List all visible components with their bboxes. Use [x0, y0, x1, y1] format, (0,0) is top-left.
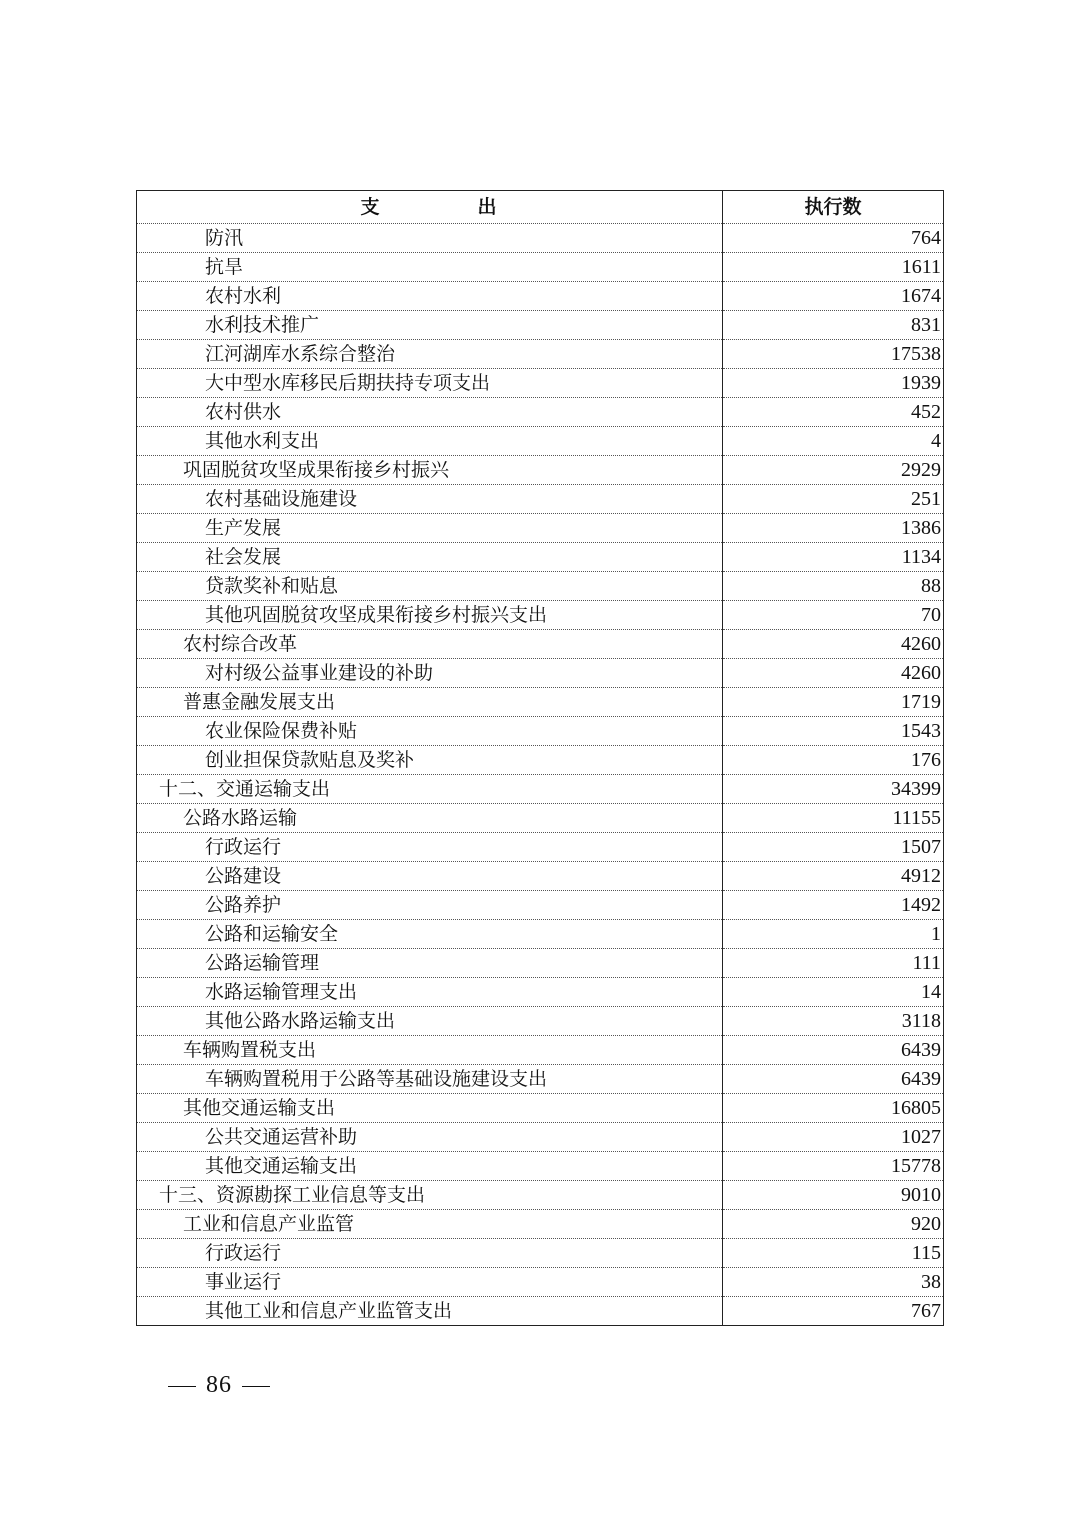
table-row [137, 659, 944, 688]
header-expenditure [137, 191, 723, 224]
table-row [137, 543, 944, 572]
row-item-name: 水利技术推广 [137, 311, 723, 340]
row-item-name: 生产发展 [137, 514, 723, 543]
table-row [137, 1268, 944, 1297]
row-item-value: 16805 [723, 1094, 944, 1123]
row-item-value: 251 [723, 485, 944, 514]
page-number [158, 1372, 280, 1399]
table-row [137, 1065, 944, 1094]
row-item-value: 764 [723, 224, 944, 253]
row-item-value: 9010 [723, 1181, 944, 1210]
row-item-value: 1492 [723, 891, 944, 920]
row-item-name: 农村水利 [137, 282, 723, 311]
table-row [137, 1181, 944, 1210]
row-item-name: 工业和信息产业监管 [137, 1210, 723, 1239]
row-item-value: 15778 [723, 1152, 944, 1181]
row-item-value: 6439 [723, 1065, 944, 1094]
row-item-value: 111 [723, 949, 944, 978]
row-item-name: 公路水路运输 [137, 804, 723, 833]
row-item-value: 1386 [723, 514, 944, 543]
row-item-value: 1027 [723, 1123, 944, 1152]
row-item-value: 1939 [723, 369, 944, 398]
expenditure-table [136, 190, 944, 1326]
row-item-value: 1674 [723, 282, 944, 311]
row-item-name: 贷款奖补和贴息 [137, 572, 723, 601]
table-row [137, 224, 944, 253]
row-item-name: 农村基础设施建设 [137, 485, 723, 514]
row-item-name: 巩固脱贫攻坚成果衔接乡村振兴 [137, 456, 723, 485]
row-item-value: 1 [723, 920, 944, 949]
row-item-name: 其他水利支出 [137, 427, 723, 456]
row-item-name: 行政运行 [137, 833, 723, 862]
table-row [137, 1239, 944, 1268]
row-item-name: 公路和运输安全 [137, 920, 723, 949]
row-item-name: 农村综合改革 [137, 630, 723, 659]
row-item-name: 其他巩固脱贫攻坚成果衔接乡村振兴支出 [137, 601, 723, 630]
row-item-value: 14 [723, 978, 944, 1007]
table-row [137, 804, 944, 833]
row-item-value: 6439 [723, 1036, 944, 1065]
table-row [137, 920, 944, 949]
table-row [137, 253, 944, 282]
row-item-name: 对村级公益事业建设的补助 [137, 659, 723, 688]
table-row [137, 1007, 944, 1036]
table-row [137, 891, 944, 920]
table-row [137, 978, 944, 1007]
row-item-value: 17538 [723, 340, 944, 369]
table-row [137, 833, 944, 862]
row-item-value: 115 [723, 1239, 944, 1268]
table-row [137, 572, 944, 601]
table-row [137, 1152, 944, 1181]
row-item-value: 4 [723, 427, 944, 456]
row-item-name: 公共交通运营补助 [137, 1123, 723, 1152]
table-row [137, 1297, 944, 1326]
row-item-value: 70 [723, 601, 944, 630]
row-item-value: 4260 [723, 630, 944, 659]
row-item-name: 创业担保贷款贴息及奖补 [137, 746, 723, 775]
table-row [137, 1036, 944, 1065]
row-item-name: 社会发展 [137, 543, 723, 572]
table-row [137, 746, 944, 775]
row-item-name: 其他工业和信息产业监管支出 [137, 1297, 723, 1326]
table-row [137, 717, 944, 746]
row-item-value: 34399 [723, 775, 944, 804]
row-item-value: 4912 [723, 862, 944, 891]
row-item-name: 车辆购置税用于公路等基础设施建设支出 [137, 1065, 723, 1094]
table-body [137, 224, 944, 1326]
header-expenditure-char-2: 出 [477, 196, 499, 218]
table-row [137, 369, 944, 398]
row-item-name: 普惠金融发展支出 [137, 688, 723, 717]
table-row [137, 601, 944, 630]
page-number-dash-left [168, 1386, 196, 1387]
row-item-name: 江河湖库水系综合整治 [137, 340, 723, 369]
row-item-name: 水路运输管理支出 [137, 978, 723, 1007]
table-row [137, 862, 944, 891]
row-item-value: 176 [723, 746, 944, 775]
row-item-value: 38 [723, 1268, 944, 1297]
table-row [137, 398, 944, 427]
header-expenditure-char-1: 支 [360, 196, 382, 218]
table-row [137, 630, 944, 659]
row-item-name: 抗旱 [137, 253, 723, 282]
table-row [137, 311, 944, 340]
row-item-name: 公路养护 [137, 891, 723, 920]
table-row [137, 282, 944, 311]
table-row [137, 1123, 944, 1152]
table-row [137, 514, 944, 543]
row-item-value: 1611 [723, 253, 944, 282]
row-item-name: 其他公路水路运输支出 [137, 1007, 723, 1036]
row-item-name: 防汛 [137, 224, 723, 253]
row-item-name: 农业保险保费补贴 [137, 717, 723, 746]
row-item-value: 2929 [723, 456, 944, 485]
row-item-value: 88 [723, 572, 944, 601]
row-item-value: 4260 [723, 659, 944, 688]
row-item-value: 452 [723, 398, 944, 427]
row-item-value: 1134 [723, 543, 944, 572]
table-row [137, 1094, 944, 1123]
table-row [137, 1210, 944, 1239]
row-item-value: 1719 [723, 688, 944, 717]
row-item-value: 920 [723, 1210, 944, 1239]
row-item-name: 行政运行 [137, 1239, 723, 1268]
expenditure-table-container [136, 190, 943, 1326]
row-item-name: 公路运输管理 [137, 949, 723, 978]
table-row [137, 340, 944, 369]
header-executed-amount: 执行数 [723, 191, 944, 224]
table-row [137, 949, 944, 978]
table-header-row [137, 191, 944, 224]
table-row [137, 775, 944, 804]
table-row [137, 485, 944, 514]
row-item-name: 十三、资源勘探工业信息等支出 [137, 1181, 723, 1210]
table-row [137, 427, 944, 456]
page-number-dash-right [242, 1386, 270, 1387]
row-item-name: 其他交通运输支出 [137, 1094, 723, 1123]
row-item-value: 831 [723, 311, 944, 340]
page-number-value: 86 [206, 1372, 232, 1398]
row-item-name: 车辆购置税支出 [137, 1036, 723, 1065]
row-item-name: 大中型水库移民后期扶持专项支出 [137, 369, 723, 398]
row-item-value: 767 [911, 1300, 941, 1322]
row-item-name: 事业运行 [137, 1268, 723, 1297]
row-item-name: 其他交通运输支出 [137, 1152, 723, 1181]
row-item-value: 11155 [723, 804, 944, 833]
row-item-value: 1543 [723, 717, 944, 746]
row-item-name: 公路建设 [137, 862, 723, 891]
table-row [137, 456, 944, 485]
row-item-value: 1507 [723, 833, 944, 862]
table-row [137, 688, 944, 717]
row-item-name: 农村供水 [137, 398, 723, 427]
row-item-value: 3118 [723, 1007, 944, 1036]
row-item-name: 十二、交通运输支出 [137, 775, 723, 804]
